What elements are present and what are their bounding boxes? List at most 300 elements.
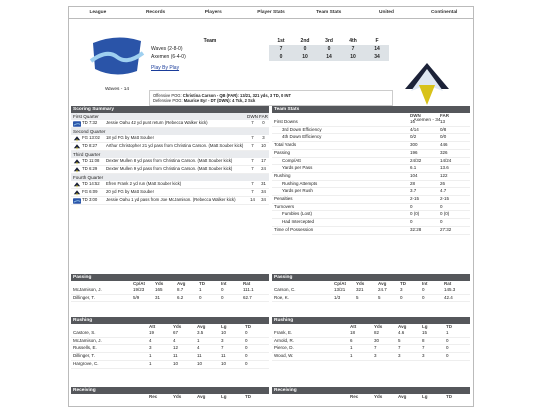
dwn-value: 0/2 xyxy=(410,134,417,140)
score-cell: 7 xyxy=(269,45,293,53)
offensive-pog-text: Christina Carson - QB (FAR): 13/21, 321 yds, 3 TD, 0 INT xyxy=(182,93,292,98)
stat-label: Yards per Rush xyxy=(282,188,313,194)
top-nav xyxy=(69,7,473,19)
nav-player-stats[interactable]: Player Stats xyxy=(257,10,285,15)
stat-cell: 30 xyxy=(374,337,380,343)
stat-cell: 67 xyxy=(173,330,179,335)
scoring-play xyxy=(71,158,269,166)
player-name[interactable]: Pierce, D. xyxy=(274,345,294,351)
player-name[interactable]: Roe, K. xyxy=(274,294,290,300)
col-header: Rat xyxy=(444,281,452,286)
team-stat-row xyxy=(272,219,470,227)
waves-logo-icon xyxy=(73,121,81,127)
quarter-label: First Quarter xyxy=(73,114,99,119)
scoring-play xyxy=(71,135,269,143)
play-time: 8:27 xyxy=(88,143,98,148)
col-far: FAR xyxy=(440,113,449,118)
stat-cell: 0 xyxy=(199,294,202,300)
stat-cell: 0 xyxy=(245,330,248,335)
col-header: Att xyxy=(149,324,156,329)
play-time: 3:00 xyxy=(88,197,98,202)
player-row xyxy=(71,295,269,303)
stat-cell: 3 xyxy=(374,353,377,359)
stat-cell: 31 xyxy=(155,294,161,300)
dwn-value: 300 xyxy=(410,142,418,148)
waves-logo-icon xyxy=(87,31,147,81)
col-header: Cp/At xyxy=(133,281,145,286)
col-header: TD xyxy=(199,281,205,286)
axemen-logo-icon xyxy=(397,59,457,109)
stat-cell: 0 xyxy=(245,360,248,366)
col-header: Rat xyxy=(243,281,251,286)
stat-cell: 13/21 xyxy=(334,287,346,292)
play-type-time xyxy=(82,189,106,196)
play-type-time xyxy=(82,166,106,173)
player-name[interactable]: Castore, S. xyxy=(73,330,96,335)
stat-cell: 1 xyxy=(197,337,200,343)
play-time: 14:52 xyxy=(88,181,100,186)
team-stat-row xyxy=(272,188,470,196)
player-row xyxy=(71,345,269,353)
axemen-logo-icon xyxy=(73,182,81,188)
col-header: Rec xyxy=(149,394,158,399)
receiving-left xyxy=(71,387,269,400)
play-description: Jessie Oahu 42 yd punt return (Rebecca Walker kick) xyxy=(106,120,208,125)
team-stat-row xyxy=(272,165,470,173)
passing-title: Passing xyxy=(71,274,269,281)
axemen-logo-icon xyxy=(73,144,81,150)
stat-cell: 1 xyxy=(350,345,353,351)
play-type-time xyxy=(82,143,106,150)
stat-cell: 24.7 xyxy=(378,287,387,292)
play-type: TD xyxy=(82,181,88,186)
nav-records[interactable]: Records xyxy=(145,10,166,15)
team-name: Waves (2-8-0) xyxy=(151,46,183,52)
play-description: Jessie Oahu 1 yd pass from Joe McJamison. (Rebecca Walker kick) xyxy=(106,197,236,202)
dwn-score: 7 xyxy=(251,166,254,171)
offensive-pog-label: Offensive POG: xyxy=(153,93,182,98)
player-name[interactable]: Wood, W. xyxy=(274,353,294,359)
far-value: 14/24 xyxy=(440,157,452,163)
col-header: TD xyxy=(245,394,251,399)
stat-cell: 10 xyxy=(221,330,227,335)
col-header: Yds xyxy=(374,394,383,399)
col-header: Avg xyxy=(398,324,407,329)
far-value: 0/8 xyxy=(440,126,447,132)
stat-label: Comp/Att xyxy=(282,157,301,163)
stat-label: Had Intercepted xyxy=(282,219,315,225)
player-row xyxy=(71,330,269,338)
scoring-summary-title: Scoring Summary xyxy=(71,106,269,113)
score-cell: 10 xyxy=(341,53,365,61)
team-stat-row xyxy=(272,196,470,204)
col-far: FAR xyxy=(259,114,268,119)
stat-cell: 1 xyxy=(350,353,353,359)
col-3rd: 3rd xyxy=(325,38,333,44)
nav-league[interactable]: League xyxy=(89,10,107,15)
col-header: Yds xyxy=(374,324,383,329)
player-row xyxy=(272,338,470,346)
stat-cell: 10 xyxy=(173,360,179,366)
stat-cell: 3 xyxy=(149,345,152,351)
nav-continental[interactable]: Continental xyxy=(430,10,458,15)
col-header: Yds xyxy=(173,324,182,329)
player-name[interactable]: Dillinger, T. xyxy=(73,294,95,300)
stat-cell: 7 xyxy=(422,345,425,351)
stat-cell: 82 xyxy=(374,330,380,335)
play-description: Efren Frank 2 yd run (Matt Souber kick) xyxy=(106,181,182,186)
boxscore-page xyxy=(68,6,474,407)
stat-cell: 0 xyxy=(422,294,425,300)
play-by-play-link[interactable]: Play By Play xyxy=(151,65,180,71)
axemen-logo-icon xyxy=(73,136,81,142)
stat-label: Fumbles (Lost) xyxy=(282,211,313,217)
stat-cell: 1 xyxy=(149,353,152,359)
stat-label: Rushing Attempts xyxy=(282,180,318,186)
nav-united[interactable]: United xyxy=(378,10,394,15)
play-type-time xyxy=(82,181,106,188)
col-header: Avg xyxy=(177,281,186,286)
player-row xyxy=(272,345,470,353)
player-name[interactable]: Hargrove, C. xyxy=(73,360,99,366)
stat-cell: 5/9 xyxy=(133,294,140,300)
team-stat-row xyxy=(272,227,470,235)
col-header: Yds xyxy=(173,394,182,399)
dwn-value: 16 xyxy=(410,119,416,124)
stat-cell: 3 xyxy=(422,353,425,359)
player-name[interactable]: Frank, E. xyxy=(274,330,293,335)
col-header: Lg xyxy=(221,324,227,329)
player-row xyxy=(71,361,269,369)
far-value: 0 xyxy=(440,219,443,225)
player-name[interactable]: McJamison, J. xyxy=(73,287,102,292)
col-dwn: DWN xyxy=(247,114,258,119)
team-stat-row xyxy=(272,119,470,127)
dwn-value: 6.1 xyxy=(410,165,417,171)
far-score: 0 xyxy=(262,120,265,125)
play-type: FG xyxy=(82,189,88,194)
stat-cell: 0 xyxy=(245,353,248,359)
far-value: 0 xyxy=(440,203,443,209)
col-header: Rec xyxy=(350,394,359,399)
dwn-value: 2-15 xyxy=(410,196,420,202)
stat-label: Passing xyxy=(274,149,291,155)
col-header: Int xyxy=(221,281,227,286)
passing-right xyxy=(272,274,470,302)
score-cell: 0 xyxy=(317,45,341,53)
stat-label: Rushing xyxy=(274,172,291,178)
stat-cell: 0 xyxy=(400,294,403,300)
col-header: Yds xyxy=(356,281,365,286)
player-name[interactable]: McJamison, J. xyxy=(73,337,102,343)
play-type: TD xyxy=(82,197,88,202)
dwn-value: 3.7 xyxy=(410,188,417,194)
play-time: 7:32 xyxy=(88,120,98,125)
team-stat-row xyxy=(272,181,470,189)
stat-cell: 3 xyxy=(221,337,224,343)
stat-cell: 62.7 xyxy=(243,294,252,300)
team-stat-row xyxy=(272,142,470,150)
dwn-value: 28 xyxy=(410,180,416,186)
play-description: Arthur Christopher 21 yd pass from Christina Carson. (Matt Souber kick) xyxy=(106,143,244,148)
team-stat-row xyxy=(272,204,470,212)
far-value: 27:32 xyxy=(440,226,452,232)
axemen-logo-icon xyxy=(73,167,81,173)
far-value: 13 xyxy=(440,119,446,124)
receiving-title: Receiving xyxy=(71,387,269,394)
player-row xyxy=(71,287,269,295)
stat-label: Yards per Pass xyxy=(282,165,313,171)
stat-cell: 0 xyxy=(446,337,449,343)
stat-label: First Downs xyxy=(274,119,298,124)
stat-cell: 5 xyxy=(378,294,381,300)
far-value: 13.6 xyxy=(440,165,449,171)
score-cell: 0 xyxy=(293,45,317,53)
player-row xyxy=(272,330,470,338)
scoring-summary xyxy=(71,106,269,205)
scoring-play xyxy=(71,197,269,205)
far-score: 34 xyxy=(261,189,266,194)
col-header: Avg xyxy=(398,394,407,399)
stat-label: Penalties xyxy=(274,196,293,202)
passing-left xyxy=(71,274,269,302)
player-name[interactable]: Carson, C. xyxy=(274,287,296,292)
play-type-time xyxy=(82,135,106,142)
score-cell: 14 xyxy=(365,45,389,53)
far-score: 34 xyxy=(261,197,266,202)
far-score: 10 xyxy=(261,143,266,148)
receiving-right xyxy=(272,387,470,400)
stat-label: Total Yards xyxy=(274,142,297,148)
far-value: 0/0 xyxy=(440,134,447,140)
far-score: 17 xyxy=(261,158,266,163)
play-type: TD xyxy=(82,143,88,148)
stat-cell: 145.3 xyxy=(444,287,456,292)
stat-cell: 11 xyxy=(197,353,202,359)
play-type-time xyxy=(82,197,106,204)
dwn-score: 7 xyxy=(251,189,254,194)
scoring-play xyxy=(71,166,269,174)
waves-caption: Waves - 14 xyxy=(104,87,130,92)
player-name[interactable]: Dillinger, T. xyxy=(73,353,95,359)
player-row xyxy=(71,353,269,361)
col-1st: 1st xyxy=(277,38,285,44)
team-stats xyxy=(272,106,470,235)
col-final: F xyxy=(375,38,379,44)
far-value: 0 (0) xyxy=(440,211,450,217)
stat-label: Turnovers xyxy=(274,203,295,209)
stat-cell: 0 xyxy=(245,345,248,351)
stat-cell: 0 xyxy=(245,337,248,343)
stat-cell: 5 xyxy=(398,337,401,343)
team-stat-row xyxy=(272,127,470,135)
dwn-value: 104 xyxy=(410,172,418,178)
stat-cell: 0 xyxy=(221,294,224,300)
far-value: 446 xyxy=(440,142,448,148)
stat-cell: 1 xyxy=(149,360,152,366)
defensive-pog-label: Defensive POG: xyxy=(153,98,183,104)
stat-cell: 19 xyxy=(149,330,155,335)
quarter-header xyxy=(71,113,269,120)
far-value: 2-15 xyxy=(440,196,450,202)
col-header: Lg xyxy=(422,324,428,329)
far-score: 31 xyxy=(261,181,266,186)
col-header: TD xyxy=(446,394,452,399)
col-header: Avg xyxy=(378,281,387,286)
rushing-left xyxy=(71,317,269,369)
stat-label: Time of Possession xyxy=(274,226,314,232)
team-stats-title: Team Stats xyxy=(272,106,470,113)
stat-cell: 321 xyxy=(356,287,364,292)
stat-cell: 1 xyxy=(446,330,449,335)
player-row xyxy=(272,287,470,295)
col-header: Lg xyxy=(422,394,428,399)
axemen-caption: Axemen - 34 xyxy=(413,118,441,123)
quarter-header xyxy=(71,128,269,135)
col-2nd: 2nd xyxy=(300,38,310,44)
stat-cell: 0 xyxy=(422,287,425,292)
col-header: Att xyxy=(350,324,357,329)
col-header: TD xyxy=(400,281,406,286)
stat-label: 4th Down Efficiency xyxy=(282,134,322,140)
stat-cell: 42.4 xyxy=(444,294,453,300)
stat-cell: 3.5 xyxy=(197,330,204,335)
waves-logo-icon xyxy=(73,198,81,204)
stat-cell: 0 xyxy=(221,287,224,292)
stat-cell: 4 xyxy=(173,337,176,343)
dwn-value: 4/14 xyxy=(410,126,419,132)
stat-cell: 111.1 xyxy=(243,287,254,292)
receiving-title: Receiving xyxy=(272,387,470,394)
play-description: Dexter Mullen 9 yd pass from Christina Carson. (Matt Souber kick) xyxy=(106,166,233,171)
stat-cell: 8 xyxy=(422,337,425,343)
dwn-value: 0 xyxy=(410,203,413,209)
play-description: 20 yd FG by Matt Souber xyxy=(106,189,155,194)
team-name: Axemen (6-4-0) xyxy=(151,54,186,60)
col-4th: 4th xyxy=(349,38,357,44)
player-row xyxy=(272,353,470,361)
dwn-value: 196 xyxy=(410,149,418,155)
play-type: FG xyxy=(82,135,88,140)
stat-cell: 10 xyxy=(221,360,227,366)
team-stat-row xyxy=(272,173,470,181)
scoring-play xyxy=(71,143,269,151)
player-name[interactable]: Arnold, R. xyxy=(274,337,295,343)
stat-cell: 7 xyxy=(374,345,377,351)
play-type-time xyxy=(82,120,106,127)
col-dwn: DWN xyxy=(410,113,421,118)
far-value: 4.7 xyxy=(440,188,447,194)
stat-cell: 10 xyxy=(197,360,203,366)
players-of-game xyxy=(149,90,393,106)
col-header: Yds xyxy=(155,281,164,286)
score-cell: 7 xyxy=(341,45,365,53)
axemen-logo-icon xyxy=(73,190,81,196)
play-time: 6:09 xyxy=(89,189,98,194)
rushing-right xyxy=(272,317,470,361)
stat-cell: 4 xyxy=(149,337,152,343)
linescore-row-waves xyxy=(149,45,389,53)
far-value: 26 xyxy=(440,180,446,186)
col-header: TD xyxy=(446,324,452,329)
stat-cell: 8.7 xyxy=(177,287,184,292)
player-name[interactable]: Russells, E. xyxy=(73,345,97,351)
stat-cell: 7 xyxy=(221,345,224,351)
far-value: 122 xyxy=(440,172,448,178)
dwn-value: 24/32 xyxy=(410,157,422,163)
dwn-score: 7 xyxy=(251,120,254,125)
col-header: Avg xyxy=(197,324,206,329)
stat-cell: 0 xyxy=(446,345,449,351)
stat-label: 3rd Down Efficiency xyxy=(282,126,322,132)
axemen-logo-icon xyxy=(73,159,81,165)
play-type: TD xyxy=(82,158,88,163)
stat-cell: 3 xyxy=(400,287,403,292)
score-cell: 14 xyxy=(317,53,341,61)
scoring-play xyxy=(71,181,269,189)
player-row xyxy=(71,338,269,346)
dwn-score: 7 xyxy=(251,143,254,148)
stat-cell: 19/23 xyxy=(133,287,145,292)
scoring-play xyxy=(71,120,269,128)
stat-cell: 4 xyxy=(197,345,200,351)
linescore-row-axemen xyxy=(149,53,389,61)
stat-cell: 12 xyxy=(173,345,179,351)
dwn-score: 7 xyxy=(251,158,254,163)
defensive-pog-text: Maurice Eyr - DT (DWN): 4 Tck, 2 Sck xyxy=(183,98,256,104)
team-stat-row xyxy=(272,158,470,166)
play-time: 11:08 xyxy=(88,158,100,163)
stat-cell: 165 xyxy=(155,287,163,292)
rushing-title: Rushing xyxy=(71,317,269,324)
score-cell: 34 xyxy=(365,53,389,61)
stat-cell: 4.6 xyxy=(398,330,405,335)
stat-cell: 18 xyxy=(350,330,356,335)
play-time: 13:02 xyxy=(89,135,100,140)
col-header: Int xyxy=(422,281,428,286)
stat-cell: 6.2 xyxy=(177,294,184,300)
team-stat-row xyxy=(272,150,470,158)
stat-cell: 0 xyxy=(446,353,449,359)
col-header: Avg xyxy=(197,394,206,399)
stat-cell: 11 xyxy=(173,353,178,359)
far-score: 24 xyxy=(261,166,266,171)
stat-cell: 3 xyxy=(398,353,401,359)
dwn-value: 0 (0) xyxy=(410,211,420,217)
team-stat-row xyxy=(272,211,470,219)
stat-cell: 6 xyxy=(350,337,353,343)
team-stat-row xyxy=(272,134,470,142)
linescore xyxy=(149,37,389,71)
play-time: 6:29 xyxy=(88,166,98,171)
play-description: 18 yd FG by Matt Souber xyxy=(106,135,155,140)
linescore-team-heading: Team xyxy=(203,38,217,44)
scoring-play xyxy=(71,189,269,197)
stat-cell: 7 xyxy=(398,345,401,351)
nav-team-stats[interactable]: Team Stats xyxy=(316,10,342,15)
play-description: Dexter Mullen 8 yd pass from Christina Carson. (Matt Souber kick) xyxy=(106,158,233,163)
stat-cell: 11 xyxy=(221,353,226,359)
play-type: TD xyxy=(82,120,88,125)
quarter-label: Third Quarter xyxy=(73,152,101,157)
col-header: TD xyxy=(245,324,251,329)
nav-players[interactable]: Players xyxy=(204,10,222,15)
quarter-label: Fourth Quarter xyxy=(73,175,104,180)
score-cell: 0 xyxy=(269,53,293,61)
stat-cell: 15 xyxy=(422,330,428,335)
dwn-score: 7 xyxy=(251,181,254,186)
far-score: 3 xyxy=(262,135,265,140)
